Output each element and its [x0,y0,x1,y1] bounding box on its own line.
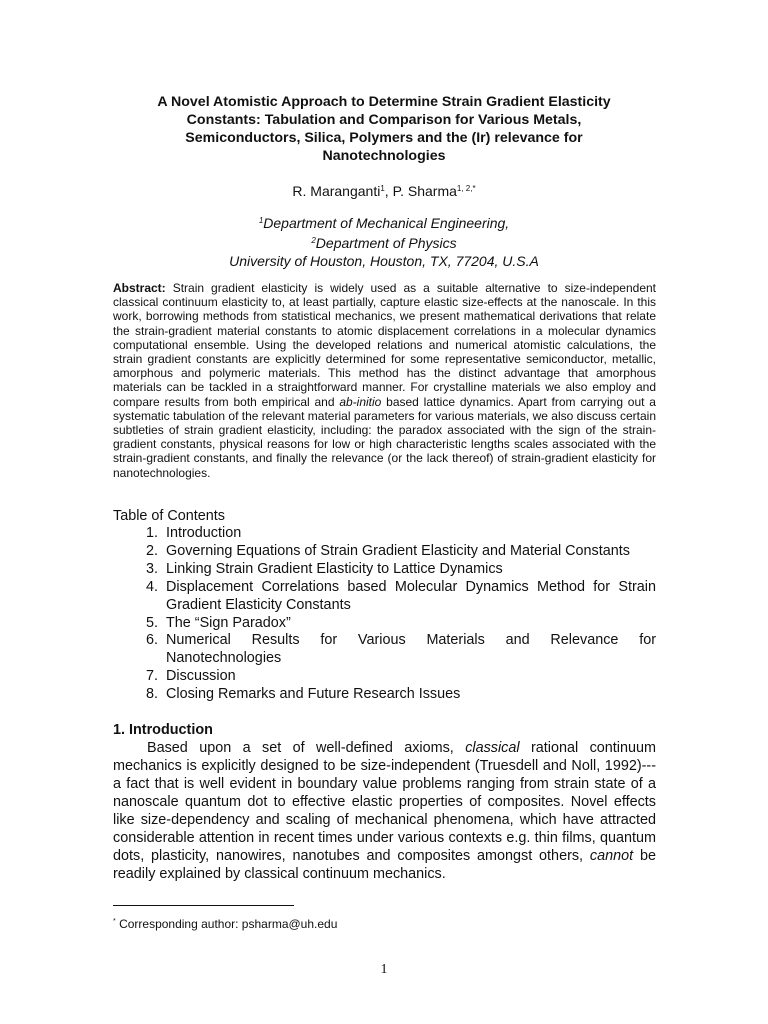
author-1-name: R. Maranganti [292,183,381,199]
toc-item-number: 8. [145,686,158,703]
footnote [113,914,337,932]
title-line-4: Nanotechnologies [322,148,446,164]
toc-item-text: Closing Remarks and Future Research Issues [166,686,461,703]
toc-item [113,543,656,561]
author-separator: , [384,183,393,199]
paper-title [112,93,656,165]
toc-item-number: 4. [145,578,158,595]
toc-item-text: Discussion [166,668,236,685]
toc-item-number: 2. [145,542,158,559]
toc-item [113,561,656,579]
toc-item-number: 1. [145,525,158,541]
toc-item-number: 7. [145,668,158,685]
toc-item-number: 5. [145,614,158,631]
title-line-1: A Novel Atomistic Approach to Determine Strain Gradient Elasticity [157,94,611,110]
footnote-divider [113,905,294,906]
introduction-paragraph [113,739,656,883]
toc-item [113,686,656,704]
toc-item [113,525,656,543]
toc-item-number: 6. [145,632,158,649]
author-2-affiliation-mark: 1, 2,* [456,184,476,193]
affiliation-dept1-mark: 1 [258,216,264,225]
intro-text-3: be readily explained by classical continuum mechanics. [113,848,656,882]
affiliations [112,212,656,270]
abstract-text-2: based lattice dynamics. Apart from carrying out a systematic tabulation of the relevant material parameters for various materials, we also discuss certain subtleties of strain gradient elasticity, including: the paradox associated with the sign of the strain-gradient constants, physical reasons for low or high characteristic lengths scales associated with the strain-gradient constants, and finally the relevance (or the lack thereof) of strain-gradient elasticity for nanotechnologies. [113,394,656,480]
intro-italic-cannot: cannot [589,848,634,864]
affiliation-dept2-text: Department of Physics [315,235,457,251]
affiliation-dept2-mark: 2 [311,236,316,245]
affiliation-dept2 [112,232,656,252]
abstract [113,281,656,480]
affiliation-dept1 [112,212,656,232]
section-heading-introduction: 1. Introduction [113,722,213,738]
title-line-2: Constants: Tabulation and Comparison for Various Metals, [186,112,582,128]
toc-item-text: Numerical Results for Various Materials and Relevance for Nanotechnologies [166,632,656,667]
toc-item-text: Linking Strain Gradient Elasticity to Lattice Dynamics [166,560,503,577]
abstract-label: Abstract: [113,281,166,295]
table-of-contents [113,525,656,704]
toc-item [113,632,656,668]
author-list [112,180,656,200]
author-1-affiliation-mark: 1 [380,184,385,193]
toc-item [113,615,656,633]
abstract-text-1: Strain gradient elasticity is widely used as a suitable alternative to size-independent classical continuum elasticity to, at least partially, capture elastic size-effects at the nanoscale. In this work, borrowing methods from statistical mechanics, we present mathematical derivations that relate the strain-gradient material constants to atomic displacement correlations in a molecular dynamics computational ensemble. Using the developed relations and numerical atomistic calculations, the strain gradient constants are explicitly determined for some representative semiconductor, metallic, amorphous and polymeric materials. This method has the distinct advantage that amorphous materials can be tackled in a straightforward manner. For crystalline materials we also employ and compare results from both empirical and [113,281,656,409]
title-line-3: Semiconductors, Silica, Polymers and the (Ir) relevance for [185,130,583,146]
page-number: 1 [380,962,388,977]
toc-item [113,579,656,615]
footnote-marker: * [113,918,116,925]
intro-text-1: Based upon a set of well-defined axioms, [147,740,466,756]
toc-item [113,668,656,686]
affiliation-dept1-text: Department of Mechanical Engineering, [263,215,510,231]
abstract-italic-term: ab-initio [339,394,382,409]
intro-italic-classical: classical [465,740,520,756]
toc-item-number: 3. [145,560,158,577]
toc-item-text: Displacement Correlations based Molecular Dynamics Method for Strain Gradient Elasticity Constants [166,578,656,613]
affiliation-university: University of Houston, Houston, TX, 77204, U.S.A [229,253,539,269]
toc-item-text: Governing Equations of Strain Gradient Elasticity and Material Constants [166,542,630,559]
toc-heading: Table of Contents [113,508,225,524]
author-2-name: P. Sharma [392,183,457,199]
intro-text-2: rational continuum mechanics is explicitly designed to be size-independent (Truesdell and Noll, 1992)---a fact that is well evident in boundary value problems ranging from strain state of a nanoscale quantum dot to effective elastic properties of composites. Novel effects like size-dependency and scaling of mechanical phenomena, which have attracted considerable attention in recent times under various contexts e.g. thin films, quantum dots, plasticity, nanowires, nanotubes and composites amongst others, [113,740,656,864]
toc-item-text: The “Sign Paradox” [166,614,291,631]
footnote-text: Corresponding author: psharma@uh.edu [115,917,338,931]
toc-item-text: Introduction [166,525,242,541]
